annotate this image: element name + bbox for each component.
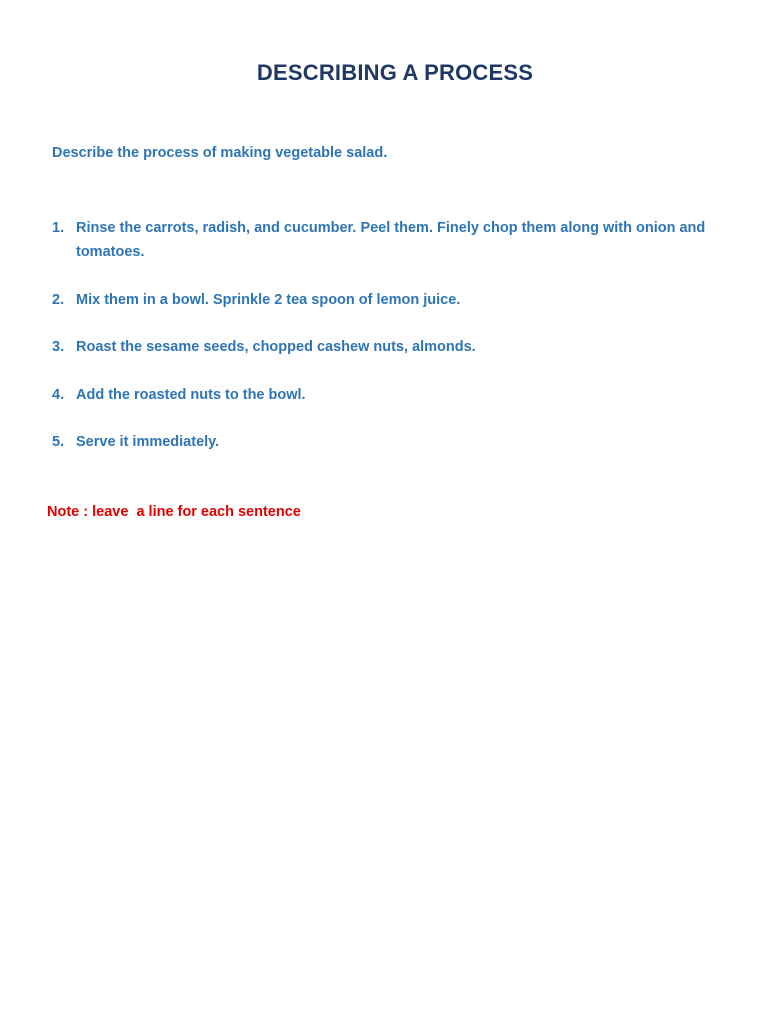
step-text: Mix them in a bowl. Sprinkle 2 tea spoon of lemon juice. <box>76 291 461 308</box>
step-text: Rinse the carrots, radish, and cucumber. Peel them. Finely chop them along with onion and tomatoes. <box>76 220 706 260</box>
list-item <box>52 383 742 407</box>
step-text: Serve it immediately. <box>76 434 220 450</box>
step-number: 5. <box>52 434 65 450</box>
step-text: Roast the sesame seeds, chopped cashew nuts, almonds. <box>76 339 476 355</box>
step-number: 2. <box>52 291 65 308</box>
step-number: 3. <box>52 339 65 355</box>
step-number: 4. <box>52 386 65 403</box>
note-text: Note : leave a line for each sentence <box>47 504 301 520</box>
step-text: Add the roasted nuts to the bowl. <box>76 386 306 403</box>
list-item <box>52 288 742 312</box>
list-item <box>52 216 742 264</box>
step-number: 1. <box>52 220 65 236</box>
list-item <box>52 335 742 359</box>
process-steps-list <box>52 216 742 478</box>
task-prompt: Describe the process of making vegetable salad. <box>52 145 388 161</box>
page-title: DESCRIBING A PROCESS <box>256 60 534 85</box>
list-item <box>52 430 742 454</box>
